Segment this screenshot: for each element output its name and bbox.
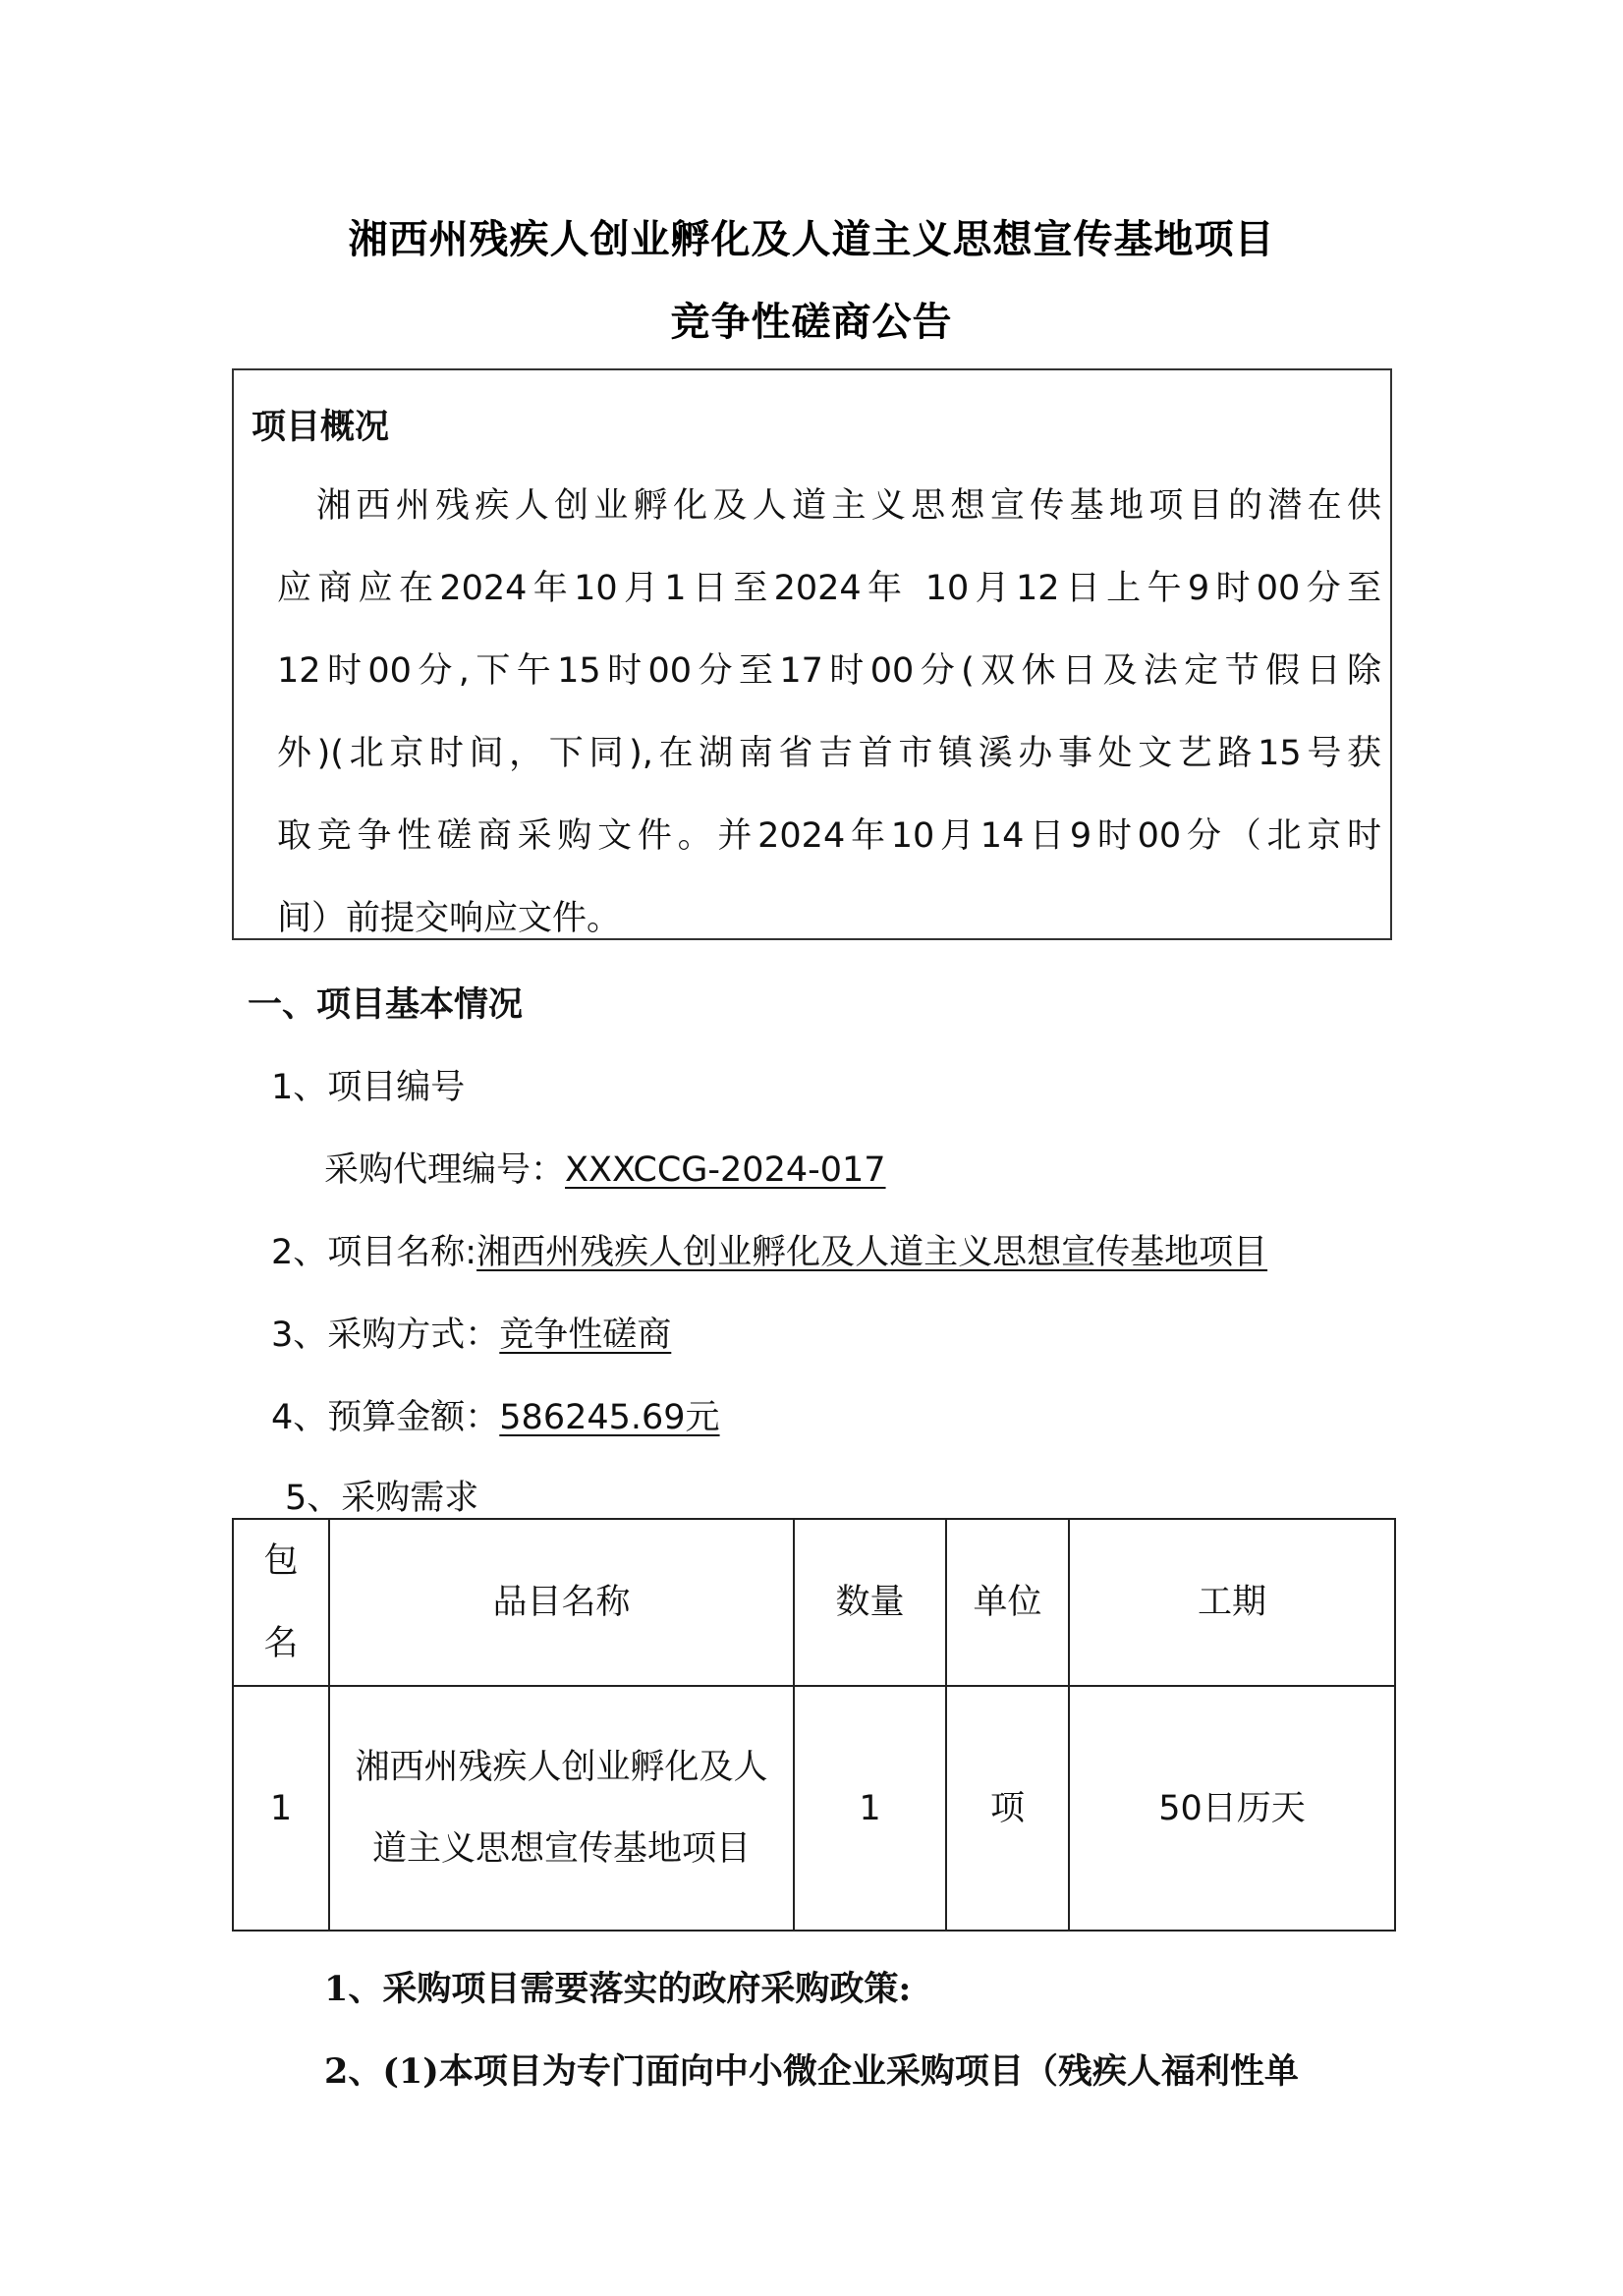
overview-line-6: 间）前提交响应文件。 [277, 899, 622, 938]
project-overview-box [232, 368, 1392, 940]
header-package-line1: 包 [263, 1541, 299, 1581]
project-name-row [271, 1225, 1267, 1274]
budget-row [271, 1390, 720, 1439]
section-basic-info-heading: 一、项目基本情况 [248, 984, 524, 1025]
overview-line-5: 取竞争性磋商采购文件。并2024年10月14日9时00分（北京时 [277, 816, 1381, 856]
cell-item-name: 湘西州残疾人创业孵化及人道主义思想宣传基地项目 [329, 1686, 794, 1931]
item-project-number-label: 1、项目编号 [271, 1068, 466, 1107]
overview-line-4: 外)(北京时间，下同),在湖南省吉首市镇溪办事处文艺路15号获 [277, 734, 1381, 773]
budget-value: 586245.69元 [499, 1398, 720, 1437]
header-unit: 单位 [946, 1519, 1069, 1686]
cell-unit: 项 [946, 1686, 1069, 1931]
requirements-table [232, 1518, 1396, 1932]
cell-package: 1 [233, 1686, 329, 1931]
header-item-name: 品目名称 [329, 1519, 794, 1686]
header-package [233, 1519, 329, 1686]
procurement-method-row [271, 1308, 671, 1357]
overview-line-1: 湘西州残疾人创业孵化及人道主义思想宣传基地项目的潜在供 [316, 486, 1381, 526]
cell-quantity: 1 [794, 1686, 946, 1931]
header-package-line2: 名 [263, 1624, 299, 1663]
agency-code-label: 采购代理编号： [324, 1150, 566, 1190]
overview-heading: 项目概况 [252, 407, 390, 447]
overview-line-2: 应商应在2024年10月1日至2024年 10月12日上午9时00分至 [277, 569, 1381, 608]
agency-code-value: XXXCCG-2024-017 [565, 1150, 886, 1190]
agency-code-row [324, 1143, 886, 1192]
table-row [233, 1686, 1395, 1931]
policy-line-2: 2、(1)本项目为专门面向中小微企业采购项目（残疾人福利性单 [324, 2051, 1299, 2092]
overview-line-3: 12时00分,下午15时00分至17时00分(双休日及法定节假日除 [277, 651, 1381, 691]
header-duration: 工期 [1069, 1519, 1395, 1686]
budget-label: 4、预算金额： [271, 1398, 500, 1437]
header-quantity: 数量 [794, 1519, 946, 1686]
project-name-label: 2、项目名称: [271, 1233, 477, 1272]
project-name-value: 湘西州残疾人创业孵化及人道主义思想宣传基地项目 [476, 1233, 1268, 1272]
procurement-method-label: 3、采购方式： [271, 1316, 500, 1355]
document-title-line2: 竞争性磋商公告 [670, 299, 953, 345]
document-title-line1: 湘西州残疾人创业孵化及人道主义思想宣传基地项目 [348, 216, 1275, 262]
table-header-row [233, 1519, 1395, 1686]
procurement-method-value: 竞争性磋商 [499, 1316, 672, 1355]
requirements-label: 5、采购需求 [285, 1479, 479, 1518]
policy-line-1: 1、采购项目需要落实的政府采购政策: [324, 1969, 912, 2009]
cell-duration: 50日历天 [1069, 1686, 1395, 1931]
